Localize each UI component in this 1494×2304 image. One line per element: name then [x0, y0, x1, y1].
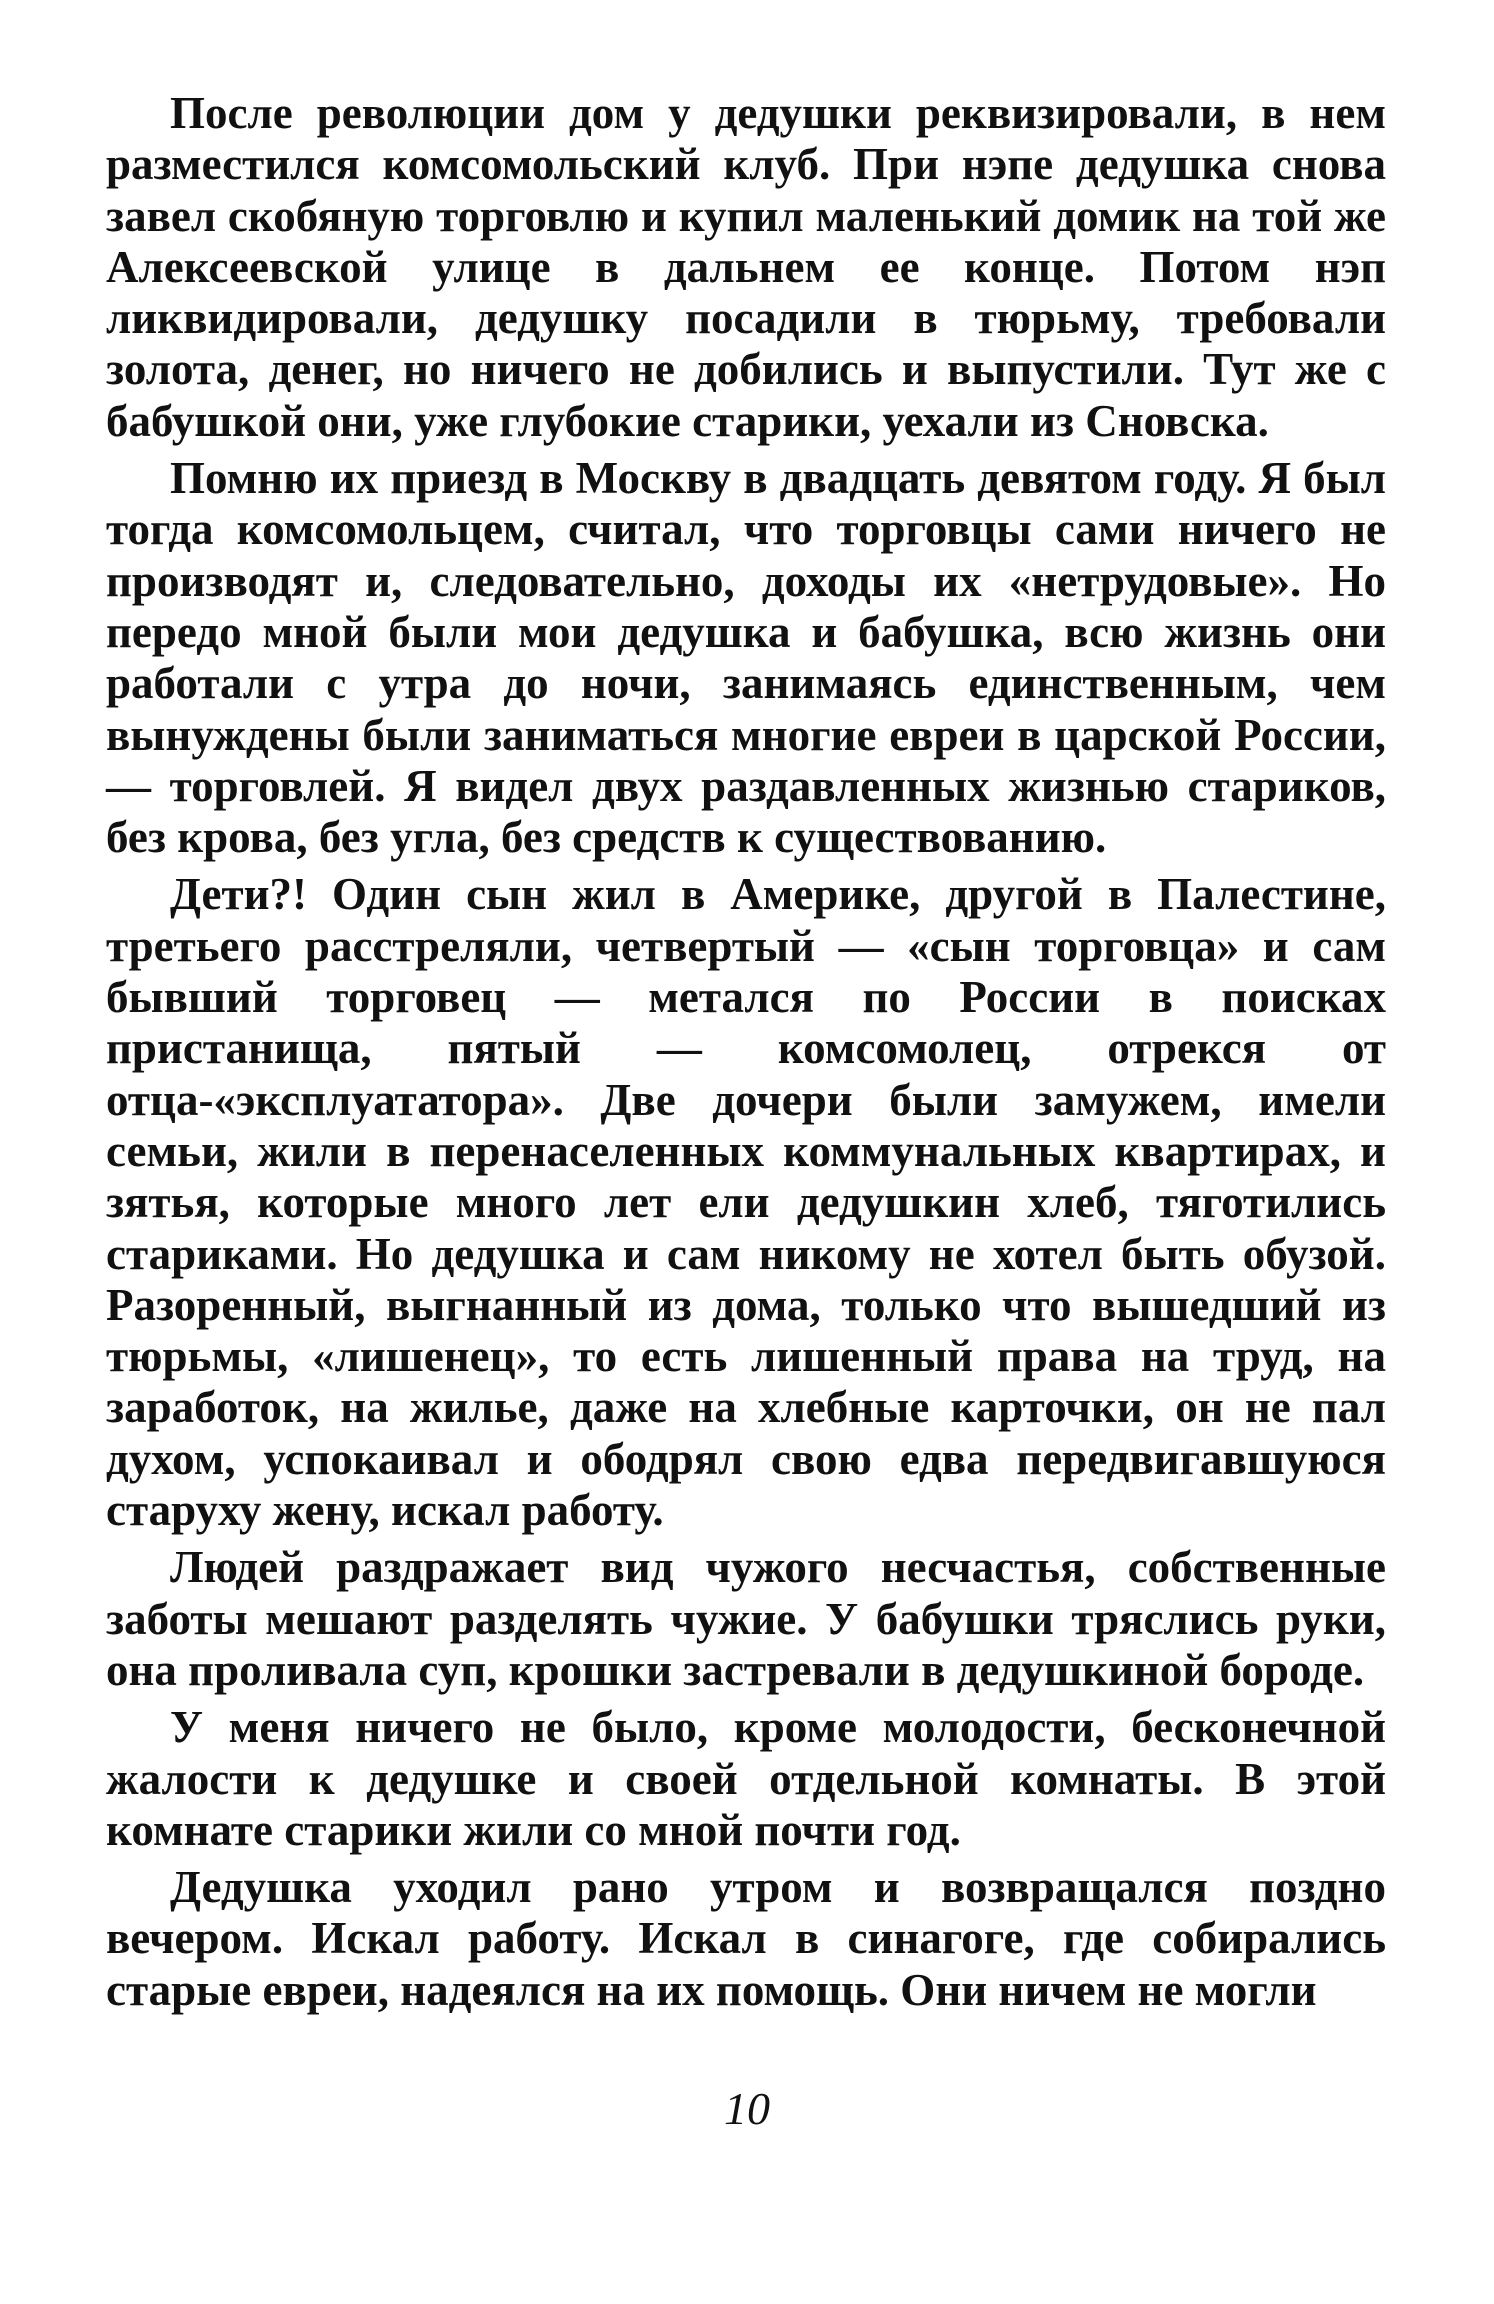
body-text [106, 88, 1386, 2022]
paragraph-3: Дети?! Один сын жил в Америке, другой в Палестине, третьего расстреляли, четвертый — «сын торговца» и сам бывший торговец — метался по России в поисках пристанища, пятый — комсомолец, отрекся от отца-«эксплуататора». Две дочери были замужем, имели семьи, жили в перенаселенных коммунальных квартирах, и зятья, которые много лет ели дедушкин хлеб, тяготились стариками. Но дедушка и сам никому не хотел быть обузой. Разоренный, выгнанный из дома, только что вышедший из тюрьмы, «лишенец», то есть лишенный права на труд, на заработок, на жилье, даже на хлебные карточки, он не пал духом, успокаивал и ободрял свою едва передвигавшуюся старуху жену, искал работу. [106, 869, 1386, 1536]
paragraph-6: Дедушка уходил рано утром и возвращался поздно вечером. Искал работу. Искал в синагоге, где собирались старые евреи, надеялся на их помощь. Они ничем не могли [106, 1862, 1386, 2015]
page-number: 10 [724, 2083, 770, 2134]
paragraph-2: Помню их приезд в Москву в двадцать девятом году. Я был тогда комсомольцем, считал, что торговцы сами ничего не производят и, следовательно, доходы их «нетрудовые». Но передо мной были мои дедушка и бабушка, всю жизнь они работали с утра до ночи, занимаясь единственным, чем вынуждены были заниматься многие евреи в царской России, — торговлей. Я видел двух раздавленных жизнью стариков, без крова, без угла, без средств к существованию. [106, 453, 1386, 863]
paragraph-4: Людей раздражает вид чужого несчастья, собственные заботы мешают разделять чужие. У бабушки тряслись руки, она проливала суп, крошки застревали в дедушкиной бороде. [106, 1542, 1386, 1695]
paragraph-5: У меня ничего не было, кроме молодости, бесконечной жалости к дедушке и своей отдельной комнаты. В этой комнате старики жили со мной почти год. [106, 1702, 1386, 1855]
paragraph-1: После революции дом у дедушки реквизировали, в нем разместился комсомольский клуб. При нэпе дедушка снова завел скобяную торговлю и купил маленький домик на той же Алексеевской улице в дальнем ее конце. Потом нэп ликвидировали, дедушку посадили в тюрьму, требовали золота, денег, но ничего не добились и выпустили. Тут же с бабушкой они, уже глубокие старики, уехали из Сновска. [106, 88, 1386, 446]
